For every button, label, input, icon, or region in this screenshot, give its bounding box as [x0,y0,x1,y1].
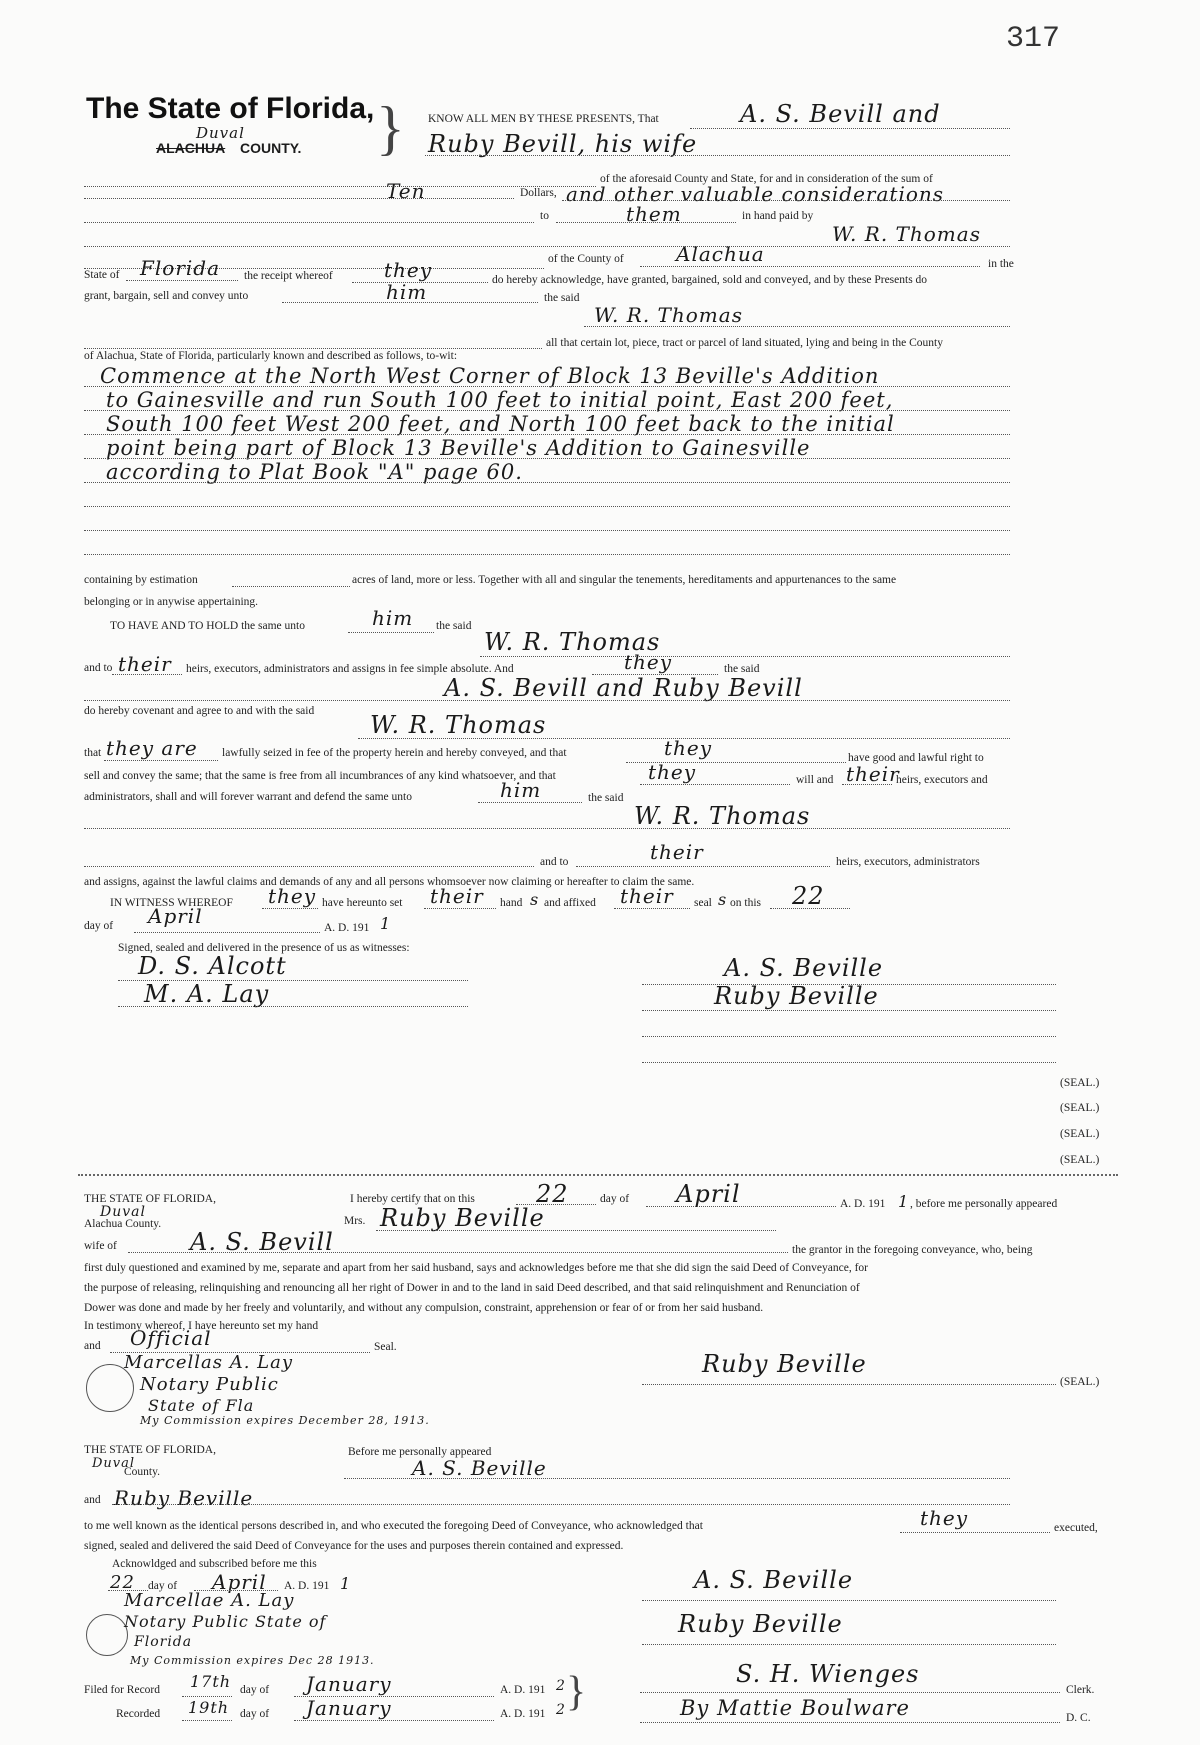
belonging-text: belonging or in anywise appertaining. [84,596,259,608]
affixed-value: their [620,884,674,908]
ack-ad-label: A. D. 191 [284,1580,330,1592]
testimony-and-label: and [84,1340,101,1352]
grantor-signature-1: A. S. Beville [724,954,884,982]
dower-notary-name: Marcellas A. Lay [124,1352,293,1373]
ack-day-value: 22 [110,1572,135,1593]
clerk-label: Clerk. [1066,1684,1095,1696]
signed-sealed-text: Signed, sealed and delivered in the presence of us as witnesses: [118,942,410,954]
ack-notary-seal-icon [86,1614,128,1656]
dower-mrs-value: Ruby Beville [380,1204,545,1232]
ack-signed-text: signed, sealed and delivered the said Deed of Conveyance for the uses and purposes therein contained and expressed. [84,1540,624,1552]
grantor-line-1: A. S. Bevill and [740,100,941,128]
dollars-label: Dollars, [520,187,557,199]
ack-county-handwritten: Duval [92,1456,136,1471]
ack-day-of-label: day of [148,1580,178,1592]
heirs-exec-text-2: heirs, executors, administrators [836,856,980,868]
and-to-value: their [118,652,172,676]
grant-value: him [386,280,428,304]
admin-value: him [500,778,542,802]
witness-2-signature: M. A. Lay [144,980,270,1008]
testimony-text: In testimony whereof, I have hereunto set my hand [84,1320,319,1332]
habendum-grantors: A. S. Bevill and Ruby Bevill [444,674,803,702]
dower-body-3: Dower was done and made by her freely and voluntarily, and without any compulsion, constraint, apprehension or fear of or from her said husband. [84,1302,764,1314]
recorded-year: 2 [556,1702,566,1718]
brace-symbol: } [376,95,405,161]
deputy-clerk-signature: By Mattie Boulware [680,1696,910,1720]
and-to-label-2: and to [540,856,569,868]
in-the-label: in the [988,258,1014,270]
ack-county-label: County. [124,1466,160,1478]
dower-certify-text: I hereby certify that on this [350,1193,475,1205]
to-have-value: him [372,606,414,630]
dower-year: 1 [898,1192,910,1211]
dower-body-2: the purpose of releasing, relinquishing and renouncing all her right of Dower in and to the land in said Deed described, and that said relinquishment and Renunciation of [84,1282,860,1294]
of-alachua-text: of Alachua, State of Florida, particularly known and described as follows, to-wit: [84,350,458,362]
sell-convey-text: sell and convey the same; that the same is free from all incumbrances of any kind whatsoever, and that [84,770,556,782]
description-line-1: Commence at the North West Corner of Block 13 Beville's Addition [100,364,880,388]
grantor-signature-2: Ruby Beville [714,982,879,1010]
dower-body-1: first duly questioned and examined by me, separate and apart from her said husband, says and acknowledges before me that she did sign the said Deed of Conveyance, for [84,1262,868,1274]
ack-notary-title: Notary Public State of [124,1612,327,1631]
administrators-text: administrators, shall and will forever warrant and defend the same unto [84,791,412,803]
ack-known-text: to me well known as the identical persons described in, and who executed the foregoing Deed of Conveyance, who acknowledged that [84,1520,703,1532]
seal-suffix: s [718,890,728,909]
habendum-grantee: W. R. Thomas [484,628,661,656]
witness-year: 1 [380,914,392,933]
heirs-exec-text: heirs, executors and [896,774,988,786]
description-line-3: South 100 feet West 200 feet, and North 100 feet back to the initial [106,412,895,436]
know-all-text: KNOW ALL MEN BY THESE PRESENTS, That [428,113,659,125]
witness-month: April [148,904,203,928]
to-have-label: TO HAVE AND TO HOLD the same unto [110,620,305,632]
all-that-text: all that certain lot, piece, tract or parcel of land situated, lying and being in the County [546,337,943,349]
dower-notary-title: Notary Public [140,1374,279,1395]
of-county-label: of the County of [548,253,624,265]
day-of-label: day of [84,920,114,932]
receipt-label: the receipt whereof [244,270,333,282]
description-line-5: according to Plat Book "A" page 60. [106,460,523,484]
recorded-ad-label: A. D. 191 [500,1708,546,1720]
seal-3: (SEAL.) [1060,1128,1100,1140]
dower-month: April [676,1180,741,1208]
ack-subscribed-text: Acknowldged and subscribed before me this [112,1558,317,1570]
filed-year: 2 [556,1678,566,1694]
paid-by-value: W. R. Thomas [832,222,981,246]
grantor-text: the grantor in the foregoing conveyance, who, being [792,1244,1033,1256]
to-value: them [626,202,682,226]
county-value: Alachua [676,242,765,266]
dower-state-label: THE STATE OF FLORIDA, [84,1193,216,1205]
and-to-value-2: their [650,840,704,864]
have-good-text: have good and lawful right to [848,752,984,764]
filed-day-of-label: day of [240,1684,270,1696]
affixed-label: and affixed [544,897,596,909]
dower-notary-state: State of Fla [148,1396,255,1415]
ack-notary-commission: My Commission expires Dec 28 1913. [130,1654,375,1667]
the-said-label-4: the said [588,792,624,804]
dower-county-label: Alachua County. [84,1218,162,1230]
the-said-label: the said [544,292,580,304]
ack-and-label: and [84,1494,101,1506]
ack-year: 1 [340,1574,352,1593]
hand-suffix: s [530,890,540,909]
dower-day-value: 22 [536,1180,569,1208]
recorded-label: Recorded [116,1708,161,1720]
covenant-value: W. R. Thomas [370,711,547,739]
ack-month: April [212,1570,267,1594]
section-divider [78,1174,1118,1176]
filing-brace: } [566,1669,587,1715]
state-value: Florida [140,256,220,280]
state-of-label: State of [84,269,120,281]
filed-ad-label: A. D. 191 [500,1684,546,1696]
assigns-text: and assigns, against the lawful claims and demands of any and all persons whomsoever now claiming or hereafter to claim the same. [84,876,695,888]
other-consideration: and other valuable considerations [566,182,945,206]
heirs-text: heirs, executors, administrators and assigns in fee simple absolute. And [186,663,514,675]
dower-mrs-label: Mrs. [344,1215,366,1227]
in-witness-label: IN WITNESS WHEREOF [110,897,233,909]
on-this-label: on this [730,897,761,909]
the-said-label-2: the said [436,620,472,632]
will-and-label: will and [796,774,834,786]
recorded-month: January [306,1696,392,1720]
to-label: to [540,210,549,222]
containing-text: acres of land, more or less. Together with all and singular the tenements, hereditaments and appurtenances to the same [352,574,897,586]
county-struck: ALACHUA [156,140,226,156]
aforesaid-text: of the aforesaid County and State, for and in consideration of the sum of [600,173,933,185]
and-to-label: and to [84,662,113,674]
clerk-signature: S. H. Wienges [736,1660,920,1688]
lawfully-text: lawfully seized in fee of the property herein and hereby conveyed, and that [222,747,567,759]
filed-label: Filed for Record [84,1684,161,1696]
filed-day: 17th [190,1672,232,1691]
ack-executed-label: executed, [1054,1522,1098,1534]
grantee-value: W. R. Thomas [594,303,743,327]
wife-of-label: wife of [84,1240,117,1252]
dower-seal: (SEAL.) [1060,1376,1100,1388]
ack-person-2: Ruby Beville [114,1486,254,1510]
receipt-value: they [384,258,433,282]
recorded-day: 19th [188,1698,230,1717]
dower-ad-label: A. D. 191 [840,1198,886,1210]
that-value: they are [106,736,198,760]
sell-value: they [648,760,697,784]
in-witness-value: they [268,884,317,908]
that-label: that [84,747,102,759]
covenant-label: do hereby covenant and agree to and with the said [84,705,315,717]
document-title: The State of Florida, [86,92,375,125]
description-line-4: point being part of Block 13 Beville's Addition to Gainesville [106,436,811,460]
containing-label: containing by estimation [84,574,198,586]
dower-signature: Ruby Beville [702,1350,867,1378]
county-label: COUNTY. [240,140,302,156]
sum-value: Ten [386,179,426,203]
have-hereunto-label: have hereunto set [322,897,403,909]
acknowledge-text: do hereby acknowledge, have granted, bargained, sold and conveyed, and by these Presents do [492,274,928,286]
ack-signature-2: Ruby Beville [678,1610,843,1638]
ack-known-value: they [920,1506,969,1530]
and-value: they [624,650,673,674]
dower-day-of-label: day of [600,1193,630,1205]
ack-notary-state: Florida [134,1634,193,1650]
filed-month: January [306,1672,392,1696]
deputy-clerk-label: D. C. [1066,1712,1091,1724]
set-value: their [430,884,484,908]
ack-person-1: A. S. Beville [412,1456,547,1480]
husband-value: A. S. Bevill [190,1228,334,1256]
seal-2: (SEAL.) [1060,1102,1100,1114]
lawfully-value: they [664,736,713,760]
hand-label: hand [500,897,523,909]
page-number: 317 [1006,22,1061,56]
description-line-2: to Gainesville and run South 100 feet to initial point, East 200 feet, [106,388,894,412]
ack-signature-1: A. S. Beville [694,1566,854,1594]
ack-state-label: THE STATE OF FLORIDA, [84,1444,216,1456]
the-said-label-3: the said [724,663,760,675]
ack-before-me: Before me personally appeared [348,1446,492,1458]
in-hand-paid-label: in hand paid by [742,210,814,222]
seal-4: (SEAL.) [1060,1154,1100,1166]
ad-label: A. D. 191 [324,922,370,934]
dower-before-me: , before me personally appeared [910,1198,1058,1210]
ack-notary-name: Marcellae A. Lay [124,1590,295,1611]
grantor-line-2: Ruby Bevill, his wife [428,130,698,158]
seal-1: (SEAL.) [1060,1077,1100,1089]
seal-label: seal [694,897,712,909]
county-handwritten: Duval [196,124,245,142]
grant-sell-label: grant, bargain, sell and convey unto [84,290,249,302]
habendum-grantee-2: W. R. Thomas [634,802,811,830]
testimony-and-value: Official [130,1326,212,1350]
will-value: their [846,762,900,786]
witness-1-signature: D. S. Alcott [138,952,287,980]
dower-county-handwritten: Duval [100,1204,146,1220]
recorded-day-of-label: day of [240,1708,270,1720]
dower-notary-commission: My Commission expires December 28, 1913. [140,1414,430,1427]
testimony-seal-label: Seal. [374,1341,397,1353]
witness-day-value: 22 [792,882,825,910]
